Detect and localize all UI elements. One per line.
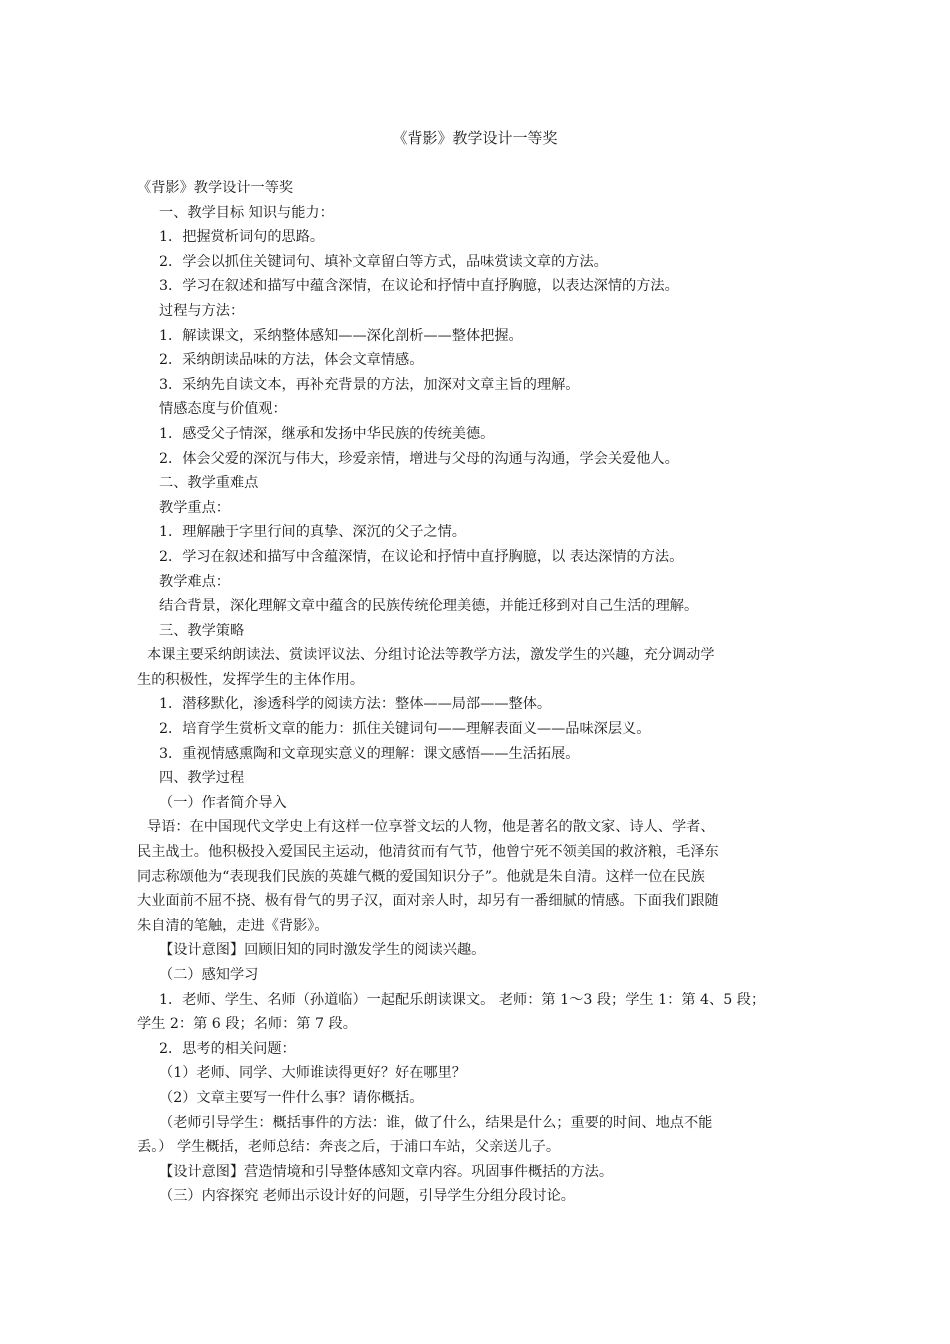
list-item: 2．体会父爱的深沉与伟大，珍爱亲情，增进与父母的沟通与沟通，学会关爱他人。 xyxy=(159,450,679,467)
subsection-heading: 过程与方法： xyxy=(159,302,245,319)
paragraph-line: 导语：在中国现代文学史上有这样一位享誉文坛的人物，他是著名的散文家、诗人、学者、 xyxy=(147,819,715,836)
paragraph-line: 民主战士。他积极投入爱国民主运动，他清贫而有气节，他曾宁死不领美国的救济粮，毛泽东 xyxy=(137,844,719,861)
paragraph-line: 同志称颂他为“表现我们民族的英雄气概的爱国知识分子”。他就是朱自清。这样一位在民族 xyxy=(137,868,705,885)
document-body xyxy=(137,176,817,1209)
list-item: 2．培育学生赏析文章的能力：抓住关键词句——理解表面义——品味深层义。 xyxy=(159,721,651,738)
paragraph-line: （老师引导学生：概括事件的方法：谁，做了什么，结果是什么；重要的时间、地点不能 xyxy=(159,1114,713,1131)
list-item: 2．学习在叙述和描写中含蕴深情，在议论和抒情中直抒胸臆，以 表达深情的方法。 xyxy=(159,548,684,565)
subsection-heading: 教学重点： xyxy=(159,499,230,516)
list-item: 2．采纳朗读品味的方法，体会文章情感。 xyxy=(159,352,424,369)
list-item: 2．学会以抓住关键词句、填补文章留白等方式，品味赏读文章的方法。 xyxy=(159,253,608,270)
subsection-heading: （一）作者简介导入 xyxy=(159,794,287,811)
paragraph-line: 学生 2：第 6 段；名师：第 7 段。 xyxy=(137,1016,357,1033)
question-item: （1）老师、同学、大师谁读得更好？好在哪里？ xyxy=(159,1065,466,1082)
subsection-heading: （三）内容探究 老师出示设计好的问题，引导学生分组分段讨论。 xyxy=(159,1188,575,1205)
paragraph-line: 结合背景，深化理解文章中蕴含的民族传统伦理美德，并能迁移到对自己生活的理解。 xyxy=(159,598,699,615)
design-intent-note: 【设计意图】营造情境和引导整体感知文章内容。巩固事件概括的方法。 xyxy=(159,1163,614,1180)
list-item: 1．把握赏析词句的思路。 xyxy=(159,229,325,246)
section-heading: 三、教学策略 xyxy=(159,622,245,639)
list-item: 2．思考的相关问题： xyxy=(159,1040,296,1057)
paragraph-line: 朱自清的笔触，走进《背影》。 xyxy=(137,917,329,934)
paragraph-line: 丢。） 学生概括，老师总结：奔丧之后，于浦口车站，父亲送儿子。 xyxy=(137,1139,561,1156)
paragraph-line: 本课主要采纳朗读法、赏读评议法、分组讨论法等教学方法，激发学生的兴趣，充分调动学 xyxy=(147,647,715,664)
section-heading: 二、教学重难点 xyxy=(159,475,259,492)
subsection-heading: 情感态度与价值观： xyxy=(159,401,287,418)
subsection-heading: 教学难点： xyxy=(159,573,230,590)
section-heading: 四、教学过程 xyxy=(159,770,245,787)
list-item: 3．采纳先自读文本，再补充背景的方法，加深对文章主旨的理解。 xyxy=(159,376,580,393)
document-title: 《背影》教学设计一等奖 xyxy=(392,129,558,147)
section-heading: 一、教学目标 知识与能力： xyxy=(159,204,334,221)
list-item: 3．重视情感熏陶和文章现实意义的理解：课文感悟——生活拓展。 xyxy=(159,745,580,762)
text-line: 《背影》教学设计一等奖 xyxy=(137,180,294,196)
list-item: 1．理解融于字里行间的真挚、深沉的父子之情。 xyxy=(159,524,466,541)
question-item: （2）文章主要写一件什么事？请你概括。 xyxy=(159,1089,424,1106)
list-item: 1．感受父子情深，继承和发扬中华民族的传统美德。 xyxy=(159,425,495,442)
paragraph-line: 生的积极性，发挥学生的主体作用。 xyxy=(137,671,365,688)
paragraph-line: 大业面前不屈不挠、极有骨气的男子汉，面对亲人时，却另有一番细腻的情感。下面我们跟随 xyxy=(137,893,719,910)
design-intent-note: 【设计意图】回顾旧知的同时激发学生的阅读兴趣。 xyxy=(159,942,486,959)
list-item: 1．解读课文，采纳整体感知——深化剖析——整体把握。 xyxy=(159,327,523,344)
list-item: 1．老师、学生、名师（孙道临）一起配乐朗读课文。 老师：第 1～3 段；学生 1：第 4、5 段； xyxy=(159,991,766,1008)
list-item: 1．潜移默化，渗透科学的阅读方法：整体——局部——整体。 xyxy=(159,696,552,713)
list-item: 3．学习在叙述和描写中蕴含深情，在议论和抒情中直抒胸臆，以表达深情的方法。 xyxy=(159,278,679,295)
subsection-heading: （二）感知学习 xyxy=(159,967,259,983)
